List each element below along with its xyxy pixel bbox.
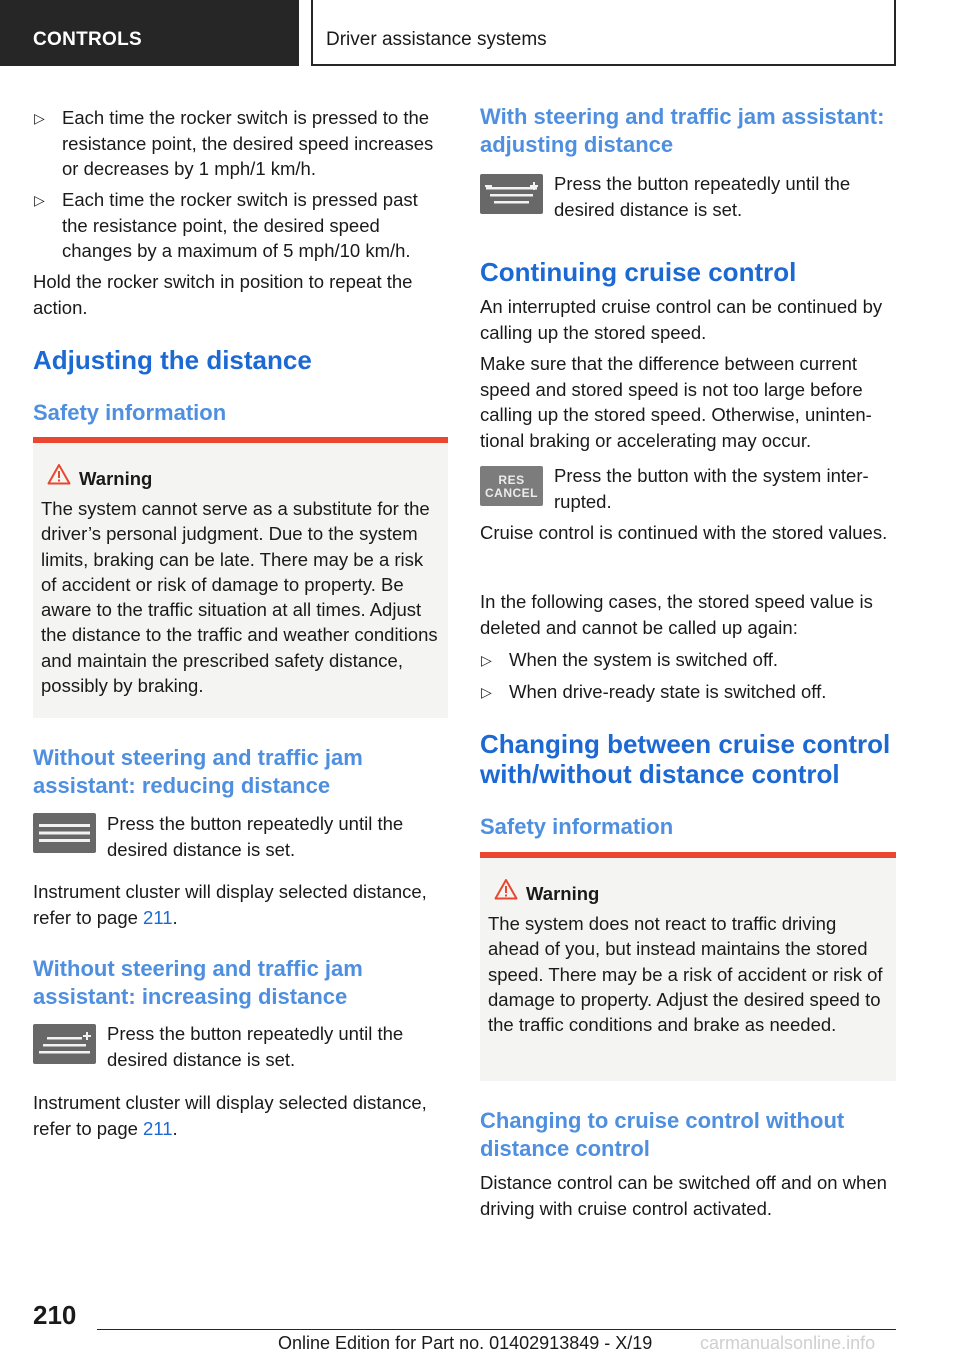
res-cancel-button-icon: RES CANCEL xyxy=(480,466,543,506)
continue-paragraph-3: Cruise control is continued with the stored values. xyxy=(480,522,888,543)
warning-body: The system cannot serve as a substitute for the driver’s personal judgment. Due to the system limits, braking can be late. There may be a risk of accident or risk of damage to property. Be aware to the traffic situation at all times. Adjust the distance to the traffic and weather conditions and maintain the prescribed safety distance, possibly by braking. xyxy=(41,498,438,697)
heading-reducing-distance: Without steering and traffic jam assistant: reducing distance xyxy=(33,745,363,798)
page-number: 210 xyxy=(33,1300,77,1330)
hold-paragraph: Hold the rocker switch in position to repeat the action. xyxy=(33,271,413,318)
edition-text: Online Edition for Part no. 01402913849 - X/19 xyxy=(278,1333,653,1353)
increase-cluster-paragraph: Instrument cluster will display selected distance, refer to page 211. xyxy=(33,1092,427,1139)
res-button-text: Press the button with the system interrupted. xyxy=(554,465,869,512)
distance-increase-button-icon xyxy=(33,1024,96,1064)
page-link-211[interactable]: 211 xyxy=(143,906,173,928)
heading-changing-between: Changing between cruise control with/without distance control xyxy=(480,729,891,789)
list-item: ▷ When drive-ready state is switched off. xyxy=(480,679,896,705)
continue-paragraph-4: In the following cases, the stored speed value is deleted and cannot be called up again: xyxy=(480,591,873,638)
continue-paragraph-2: Make sure that the difference between current speed and stored speed is not too large before calling up the stored speed. Otherwise, unintentional braking or accelerating may occur. xyxy=(480,353,872,451)
heading-changing-to-cruise: Changing to cruise control without distance control xyxy=(480,1108,845,1161)
increase-button-text: Press the button repeatedly until the desired distance is set. xyxy=(107,1023,404,1070)
warning-box xyxy=(33,437,448,718)
watermark-text: carmanualsonline.info xyxy=(700,1333,876,1353)
warning-body: The system does not react to traffic driving ahead of you, but instead maintains the stored speed. There may be a risk of accident or risk of damage to property. Adjust the desired speed to the traffic conditions and brake as needed. xyxy=(488,913,883,1036)
warning-triangle-icon xyxy=(494,878,518,900)
distance-adjust-button-icon xyxy=(480,174,543,214)
changing-to-paragraph: Distance control can be switched off and on when driving with cruise control activated. xyxy=(480,1172,887,1219)
section-title: CONTROLS xyxy=(33,29,143,50)
triangle-bullet-icon: ▷ xyxy=(34,192,45,208)
warning-box xyxy=(480,852,896,1081)
list-item: ▷ Each time the rocker switch is pressed past the resistance point, the desired speed changes by a maximum of 5 mph/10 km/h. xyxy=(34,189,418,261)
distance-reduce-button-icon xyxy=(33,813,96,853)
list-item: ▷ When the system is switched off. xyxy=(480,647,896,673)
triangle-bullet-icon: ▷ xyxy=(481,652,492,668)
warning-triangle-icon xyxy=(47,463,71,485)
heading-adjusting-distance: Adjusting the distance xyxy=(33,345,312,375)
section-tab xyxy=(0,0,299,66)
continue-paragraph-1: An interrupted cruise control can be continued by calling up the stored speed. xyxy=(480,296,883,343)
chapter-title: Driver assistance systems xyxy=(326,29,547,50)
triangle-bullet-icon: ▷ xyxy=(34,110,45,126)
footer-divider xyxy=(97,1329,896,1330)
heading-safety-information: Safety information xyxy=(480,814,674,839)
adjust-button-text: Press the button repeatedly until the desired distance is set. xyxy=(554,173,851,220)
reduce-button-text: Press the button repeatedly until the desired distance is set. xyxy=(107,813,404,860)
heading-continuing-cruise-control: Continuing cruise control xyxy=(480,257,797,287)
warning-title: Warning xyxy=(79,468,153,489)
heading-with-steering: With steering and traffic jam assistant: adjusting distance xyxy=(480,104,885,157)
list-item: ▷ Each time the rocker switch is pressed to the resistance point, the desired speed increases or decreases by 1 mph/1 km/h. xyxy=(34,107,434,179)
triangle-bullet-icon: ▷ xyxy=(481,684,492,700)
chapter-tab xyxy=(311,0,896,66)
warning-title: Warning xyxy=(526,883,600,904)
heading-increasing-distance: Without steering and traffic jam assistant: increasing distance xyxy=(33,956,363,1009)
page-link-211[interactable]: 211 xyxy=(143,1117,173,1139)
reduce-cluster-paragraph: Instrument cluster will display selected distance, refer to page 211. xyxy=(33,881,427,928)
heading-safety-information: Safety information xyxy=(33,400,227,425)
